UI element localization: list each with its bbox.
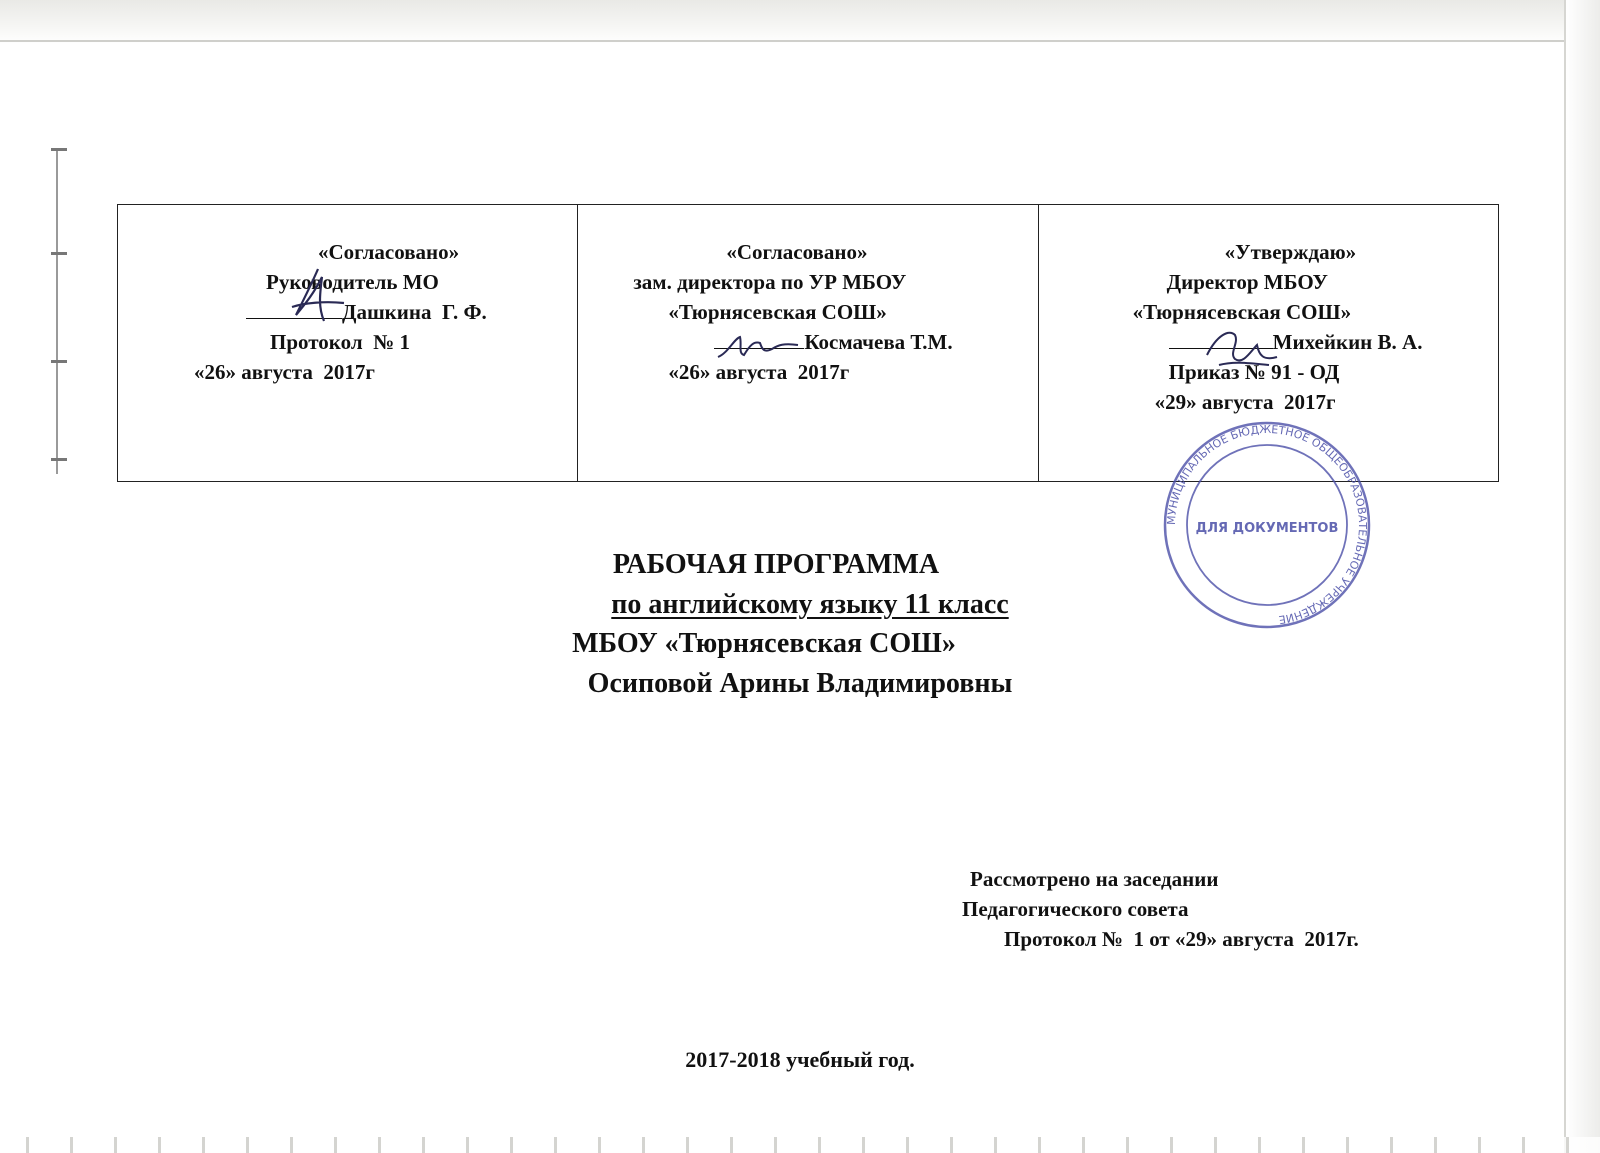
approval-signature-row bbox=[118, 297, 577, 327]
paper-edge-top bbox=[0, 0, 1600, 44]
approval-signature-row bbox=[578, 327, 1037, 357]
approval-cell-mo bbox=[118, 205, 578, 481]
approval-role: зам. директора по УР МБОУ bbox=[633, 270, 907, 294]
review-line-1: Рассмотрено на заседании bbox=[970, 867, 1219, 891]
review-line-3: Протокол № 1 от «29» августа 2017г. bbox=[1004, 927, 1359, 951]
review-note bbox=[962, 864, 1359, 954]
paper-edge-bottom bbox=[0, 1137, 1600, 1153]
approval-document: Протокол № 1 bbox=[270, 330, 410, 354]
approval-date: «26» августа 2017г bbox=[668, 360, 850, 384]
approval-heading: «Утверждаю» bbox=[1224, 240, 1357, 264]
signature-line bbox=[714, 330, 804, 349]
approval-signatory: Дашкина Г. Ф. bbox=[342, 300, 487, 324]
document-title: РАБОЧАЯ ПРОГРАММА bbox=[612, 549, 940, 580]
stamp-outer-text: МУНИЦИПАЛЬНОЕ БЮДЖЕТНОЕ ОБЩЕОБРАЗОВАТЕЛЬНОЕ УЧРЕЖДЕНИЕ bbox=[1164, 422, 1370, 627]
approval-role: Руководитель МО bbox=[266, 270, 439, 294]
signature-line bbox=[1169, 330, 1273, 349]
approval-signatory: Михейкин В. А. bbox=[1272, 330, 1423, 354]
approval-signatory: Космачева Т.М. bbox=[804, 330, 953, 354]
binding-marks bbox=[56, 148, 64, 474]
approval-date: «26» августа 2017г bbox=[194, 360, 375, 384]
document-author: Осиповой Арины Владимировны bbox=[587, 668, 1013, 699]
approval-document: Приказ № 91 - ОД bbox=[1168, 360, 1340, 384]
academic-year: 2017-2018 учебный год. bbox=[685, 1047, 915, 1072]
document-subject: по английскому языку 11 класс bbox=[611, 589, 1009, 620]
approval-heading: «Согласовано» bbox=[318, 240, 460, 264]
approval-cell-deputy bbox=[578, 205, 1038, 481]
approval-organization: «Тюрнясевская СОШ» bbox=[668, 300, 887, 324]
approval-signature-row bbox=[1039, 327, 1498, 357]
approval-organization: «Тюрнясевская СОШ» bbox=[1132, 300, 1352, 324]
approval-heading: «Согласовано» bbox=[726, 240, 868, 264]
document-school: МБОУ «Тюрнясевская СОШ» bbox=[572, 628, 956, 659]
stamp-inner-text: ДЛЯ ДОКУМЕНТОВ bbox=[1195, 521, 1339, 536]
approval-role: Директор МБОУ bbox=[1166, 270, 1328, 294]
signature-line bbox=[246, 300, 342, 319]
approval-date: «29» августа 2017г bbox=[1154, 390, 1336, 414]
review-line-2: Педагогического совета bbox=[962, 897, 1189, 921]
